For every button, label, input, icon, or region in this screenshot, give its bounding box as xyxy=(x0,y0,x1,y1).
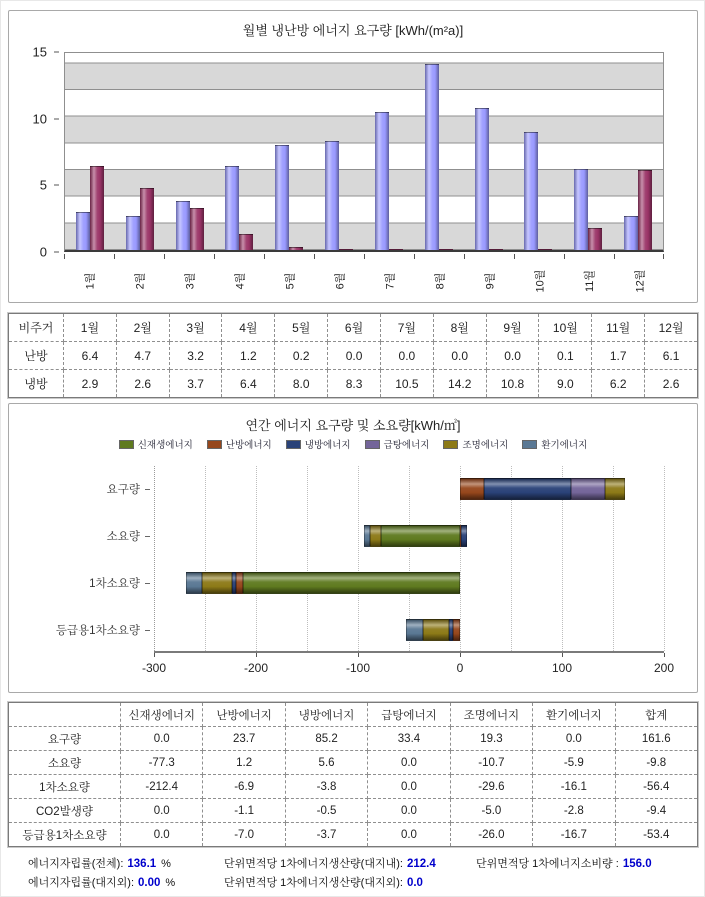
summary-label: 단위면적당 1차에너지소비량 : xyxy=(476,857,619,870)
monthly-y-axis xyxy=(9,44,59,260)
column-header: 합계 xyxy=(615,703,697,727)
bar-cooling xyxy=(425,64,439,250)
cell: 1.2 xyxy=(222,342,275,370)
x-axis-tick-label: 100 xyxy=(551,661,573,675)
cell: -5.9 xyxy=(533,751,615,775)
table-header-row xyxy=(9,314,698,342)
cell: -10.7 xyxy=(450,751,532,775)
monthly-x-tick-strip xyxy=(64,254,664,259)
cell: -212.4 xyxy=(121,775,203,799)
cell: -9.4 xyxy=(615,799,697,823)
cell: 3.2 xyxy=(169,342,222,370)
month-bar-group xyxy=(214,53,264,250)
cell: -53.4 xyxy=(615,823,697,847)
segment-ventilation xyxy=(364,525,370,547)
row-header: 요구량 xyxy=(9,727,121,751)
cell: 1.2 xyxy=(203,751,285,775)
cell: -6.9 xyxy=(203,775,285,799)
legend-item xyxy=(286,437,351,451)
cell: 161.6 xyxy=(615,727,697,751)
segment-ventilation xyxy=(406,619,423,641)
summary-value: 136.1 xyxy=(127,857,157,870)
x-axis-label: 12월 xyxy=(634,269,646,293)
x-axis-label: 9월 xyxy=(484,272,496,290)
bar-cooling xyxy=(325,141,339,250)
x-axis-label: 5월 xyxy=(284,272,296,290)
y-axis-tick-mark xyxy=(54,185,59,186)
cell: -1.1 xyxy=(203,799,285,823)
stacked-bar-row xyxy=(154,525,664,547)
segment-cooling xyxy=(449,619,453,641)
cell: -3.8 xyxy=(285,775,367,799)
column-header: 급탕에너지 xyxy=(368,703,450,727)
segment-ventilation xyxy=(186,572,202,594)
cell: 0.0 xyxy=(121,727,203,751)
summary-item-production-onsite xyxy=(224,855,476,871)
summary-label: 단위면적당 1차에너지생산량(대지내): xyxy=(224,857,403,870)
cell: -29.6 xyxy=(450,775,532,799)
legend-swatch-heating xyxy=(207,440,222,449)
segment-cooling xyxy=(484,478,571,500)
x-axis-label: 8월 xyxy=(434,272,446,290)
cell: -7.0 xyxy=(203,823,285,847)
column-header: 12월 xyxy=(645,314,698,342)
summary-item-primary-consumption xyxy=(476,855,698,871)
column-header: 5월 xyxy=(275,314,328,342)
cell: -16.7 xyxy=(533,823,615,847)
x-axis-label: 7월 xyxy=(384,272,396,290)
cell: 6.1 xyxy=(645,342,698,370)
legend-swatch-hotwater xyxy=(365,440,380,449)
x-axis-tick-label: -100 xyxy=(345,661,371,675)
bar-heating xyxy=(289,247,303,250)
segment-renewable xyxy=(243,572,460,594)
column-header: 난방에너지 xyxy=(203,703,285,727)
cell: -9.8 xyxy=(615,751,697,775)
cell: 0.0 xyxy=(486,342,539,370)
column-header: 4월 xyxy=(222,314,275,342)
cell: 19.3 xyxy=(450,727,532,751)
column-header: 1월 xyxy=(64,314,117,342)
month-bar-group xyxy=(513,53,563,250)
table-row xyxy=(9,799,698,823)
category-label: 1차소요량 xyxy=(89,577,140,590)
cell: -3.7 xyxy=(285,823,367,847)
month-bar-group xyxy=(165,53,215,250)
row-header: 등급용1차소요량 xyxy=(9,823,121,847)
bar-heating xyxy=(638,170,652,250)
legend-swatch-ventilation xyxy=(522,440,537,449)
cell: 2.6 xyxy=(116,370,169,398)
panel-annual-chart xyxy=(8,403,698,693)
x-axis-tick-mark xyxy=(154,653,155,657)
x-axis-tick-mark xyxy=(562,653,563,657)
segment-lighting xyxy=(423,619,450,641)
cell: 14.2 xyxy=(433,370,486,398)
segment-heating xyxy=(236,572,243,594)
legend-item xyxy=(443,437,508,451)
cell: 0.0 xyxy=(368,823,450,847)
cell: 0.0 xyxy=(433,342,486,370)
annual-chart-legend xyxy=(9,437,697,451)
x-axis-label: 2월 xyxy=(134,272,146,290)
month-bar-group xyxy=(364,53,414,250)
y-axis-tick-label: 0 xyxy=(39,244,47,260)
row-header: 난방 xyxy=(9,342,64,370)
month-bar-group xyxy=(563,53,613,250)
annual-chart-title: 연간 에너지 요구량 및 소요량[kWh/㎡] xyxy=(245,418,461,433)
bar-heating xyxy=(439,249,453,250)
cell: 0.0 xyxy=(533,727,615,751)
bar-cooling xyxy=(524,132,538,250)
legend-label: 급탕에너지 xyxy=(383,440,430,451)
column-header: 비주거 xyxy=(9,314,64,342)
legend-item xyxy=(522,437,587,451)
category-label: 등급용1차소요량 xyxy=(55,624,140,637)
cell: 0.0 xyxy=(328,342,381,370)
monthly-x-labels xyxy=(64,261,664,303)
table-row xyxy=(9,370,698,398)
category-tick-mark xyxy=(145,489,150,490)
table-header-row xyxy=(9,703,698,727)
summary-value: 156.0 xyxy=(622,857,652,870)
column-header: 조명에너지 xyxy=(450,703,532,727)
segment-renewable xyxy=(381,525,460,547)
x-axis-tick-mark xyxy=(664,653,665,657)
legend-item xyxy=(119,437,193,451)
bar-cooling xyxy=(574,169,588,250)
column-header: 2월 xyxy=(116,314,169,342)
stacked-bar-row xyxy=(154,478,664,500)
x-axis-tick-mark xyxy=(256,653,257,657)
bar-heating xyxy=(140,188,154,250)
table-row xyxy=(9,775,698,799)
legend-item xyxy=(365,437,430,451)
stacked-bar-row xyxy=(154,572,664,594)
bar-cooling xyxy=(225,166,239,250)
summary-item-autonomy-total xyxy=(28,855,224,871)
cell: -2.8 xyxy=(533,799,615,823)
table-row xyxy=(9,727,698,751)
month-bar-group xyxy=(414,53,464,250)
cell: 85.2 xyxy=(285,727,367,751)
stacked-bar-row xyxy=(154,619,664,641)
summary-item-autonomy-offsite xyxy=(28,874,224,890)
cell: 10.8 xyxy=(486,370,539,398)
y-axis-tick-mark xyxy=(54,252,59,253)
row-header: 냉방 xyxy=(9,370,64,398)
bar-heating xyxy=(389,249,403,250)
segment-heating xyxy=(453,619,460,641)
y-axis-tick-label: 5 xyxy=(39,177,47,193)
bar-heating xyxy=(538,249,552,250)
y-axis-tick-mark xyxy=(54,118,59,119)
column-header: 10월 xyxy=(539,314,592,342)
bar-heating xyxy=(90,166,104,250)
summary-unit: % xyxy=(161,857,171,870)
column-header: 환기에너지 xyxy=(533,703,615,727)
x-axis-tick-mark xyxy=(460,653,461,657)
row-header: 소요량 xyxy=(9,751,121,775)
cell: 23.7 xyxy=(203,727,285,751)
row-header: 1차소요량 xyxy=(9,775,121,799)
x-axis-label: 6월 xyxy=(334,272,346,290)
column-header: 9월 xyxy=(486,314,539,342)
bar-heating xyxy=(489,249,503,250)
monthly-table xyxy=(8,313,698,398)
category-label: 요구량 xyxy=(106,484,140,497)
summary-unit: % xyxy=(165,876,176,889)
cell: 6.2 xyxy=(592,370,645,398)
bar-cooling xyxy=(176,201,190,250)
cell: -5.0 xyxy=(450,799,532,823)
cell: 3.7 xyxy=(169,370,222,398)
x-axis-tick-label: -300 xyxy=(141,661,167,675)
cell: 8.3 xyxy=(328,370,381,398)
summary-label: 에너지자립률(전체): xyxy=(28,857,124,870)
month-bar-group xyxy=(464,53,514,250)
bar-heating xyxy=(588,228,602,250)
cell: -26.0 xyxy=(450,823,532,847)
summary-label: 에너지자립률(대지외): xyxy=(28,876,135,889)
bar-heating xyxy=(190,208,204,250)
legend-label: 조명에너지 xyxy=(462,440,509,451)
month-bar-group xyxy=(65,53,115,250)
y-axis-tick-label: 10 xyxy=(32,111,47,127)
gridline xyxy=(664,466,665,651)
cell: 2.9 xyxy=(64,370,117,398)
column-header: 8월 xyxy=(433,314,486,342)
legend-label: 난방에너지 xyxy=(225,440,272,451)
bar-cooling xyxy=(375,112,389,250)
cell: 0.0 xyxy=(121,823,203,847)
month-bar-group xyxy=(314,53,364,250)
summary-label: 단위면적당 1차에너지생산량(대지외): xyxy=(224,876,403,889)
summary xyxy=(8,853,698,891)
cell: 6.4 xyxy=(64,342,117,370)
cell: 0.0 xyxy=(368,799,450,823)
cell: -56.4 xyxy=(615,775,697,799)
cell: 0.2 xyxy=(275,342,328,370)
segment-lighting xyxy=(370,525,381,547)
bar-cooling xyxy=(275,145,289,250)
cell: 0.1 xyxy=(539,342,592,370)
annual-x-axis xyxy=(141,657,675,677)
bar-heating xyxy=(239,234,253,250)
month-bar-group xyxy=(613,53,663,250)
cell: 0.0 xyxy=(368,775,450,799)
table-row xyxy=(9,342,698,370)
y-axis-tick-mark xyxy=(54,52,59,53)
bar-cooling xyxy=(475,108,489,250)
month-bar-group xyxy=(264,53,314,250)
column-header: 6월 xyxy=(328,314,381,342)
segment-lighting xyxy=(202,572,232,594)
segment-cooling xyxy=(461,525,467,547)
legend-item xyxy=(207,437,272,451)
segment-hotwater xyxy=(571,478,605,500)
cell: 0.0 xyxy=(380,342,433,370)
table-row xyxy=(9,823,698,847)
x-axis-label: 10월 xyxy=(534,269,546,293)
legend-swatch-renewable xyxy=(119,440,134,449)
bar-heating xyxy=(339,249,353,250)
cell: 10.5 xyxy=(380,370,433,398)
summary-value: 212.4 xyxy=(406,857,436,870)
column-header: 11월 xyxy=(592,314,645,342)
bar-cooling xyxy=(126,216,140,250)
column-header: 7월 xyxy=(380,314,433,342)
legend-swatch-lighting xyxy=(443,440,458,449)
legend-label: 신재생에너지 xyxy=(137,440,193,451)
summary-value: 0.00 xyxy=(138,876,161,889)
cell: 2.6 xyxy=(645,370,698,398)
row-header: CO2발생량 xyxy=(9,799,121,823)
bar-cooling xyxy=(76,212,90,250)
column-header xyxy=(9,703,121,727)
cell: 0.0 xyxy=(121,799,203,823)
x-axis-label: 1월 xyxy=(84,272,96,290)
column-header: 신재생에너지 xyxy=(121,703,203,727)
cell: 1.7 xyxy=(592,342,645,370)
x-axis-label: 4월 xyxy=(234,272,246,290)
annual-category-labels xyxy=(9,466,150,653)
x-axis-label: 3월 xyxy=(184,272,196,290)
category-tick-mark xyxy=(145,536,150,537)
category-tick-mark xyxy=(145,630,150,631)
bar-cooling xyxy=(624,216,638,250)
legend-swatch-cooling xyxy=(286,440,301,449)
column-header: 3월 xyxy=(169,314,222,342)
x-axis-label: 11월 xyxy=(583,269,596,293)
annual-table xyxy=(8,702,698,847)
table-row xyxy=(9,751,698,775)
category-label: 소요량 xyxy=(106,531,140,544)
summary-value: 0.0 xyxy=(406,876,423,889)
segment-lighting xyxy=(605,478,625,500)
cell: -0.5 xyxy=(285,799,367,823)
y-axis-tick-label: 15 xyxy=(32,44,47,60)
cell: 33.4 xyxy=(368,727,450,751)
legend-label: 냉방에너지 xyxy=(304,440,351,451)
cell: 0.0 xyxy=(368,751,450,775)
summary-item-production-offsite xyxy=(224,874,476,890)
panel-monthly-chart xyxy=(8,10,698,303)
cell: 8.0 xyxy=(275,370,328,398)
month-bar-group xyxy=(115,53,165,250)
cell: -16.1 xyxy=(533,775,615,799)
x-axis-tick-label: 200 xyxy=(653,661,675,675)
monthly-chart-title: 월별 냉난방 에너지 요구량 [kWh/(m²a)] xyxy=(242,23,464,38)
column-header: 냉방에너지 xyxy=(285,703,367,727)
annual-plot xyxy=(154,466,664,653)
x-axis-tick-label: 0 xyxy=(456,661,464,675)
cell: 9.0 xyxy=(539,370,592,398)
cell: 5.6 xyxy=(285,751,367,775)
x-axis-tick-mark xyxy=(358,653,359,657)
cell: -77.3 xyxy=(121,751,203,775)
x-axis-tick-label: -200 xyxy=(243,661,269,675)
category-tick-mark xyxy=(145,583,150,584)
monthly-plot xyxy=(64,52,664,252)
legend-label: 환기에너지 xyxy=(541,440,588,451)
cell: 4.7 xyxy=(116,342,169,370)
segment-cooling xyxy=(232,572,236,594)
cell: 6.4 xyxy=(222,370,275,398)
segment-heating xyxy=(460,478,484,500)
